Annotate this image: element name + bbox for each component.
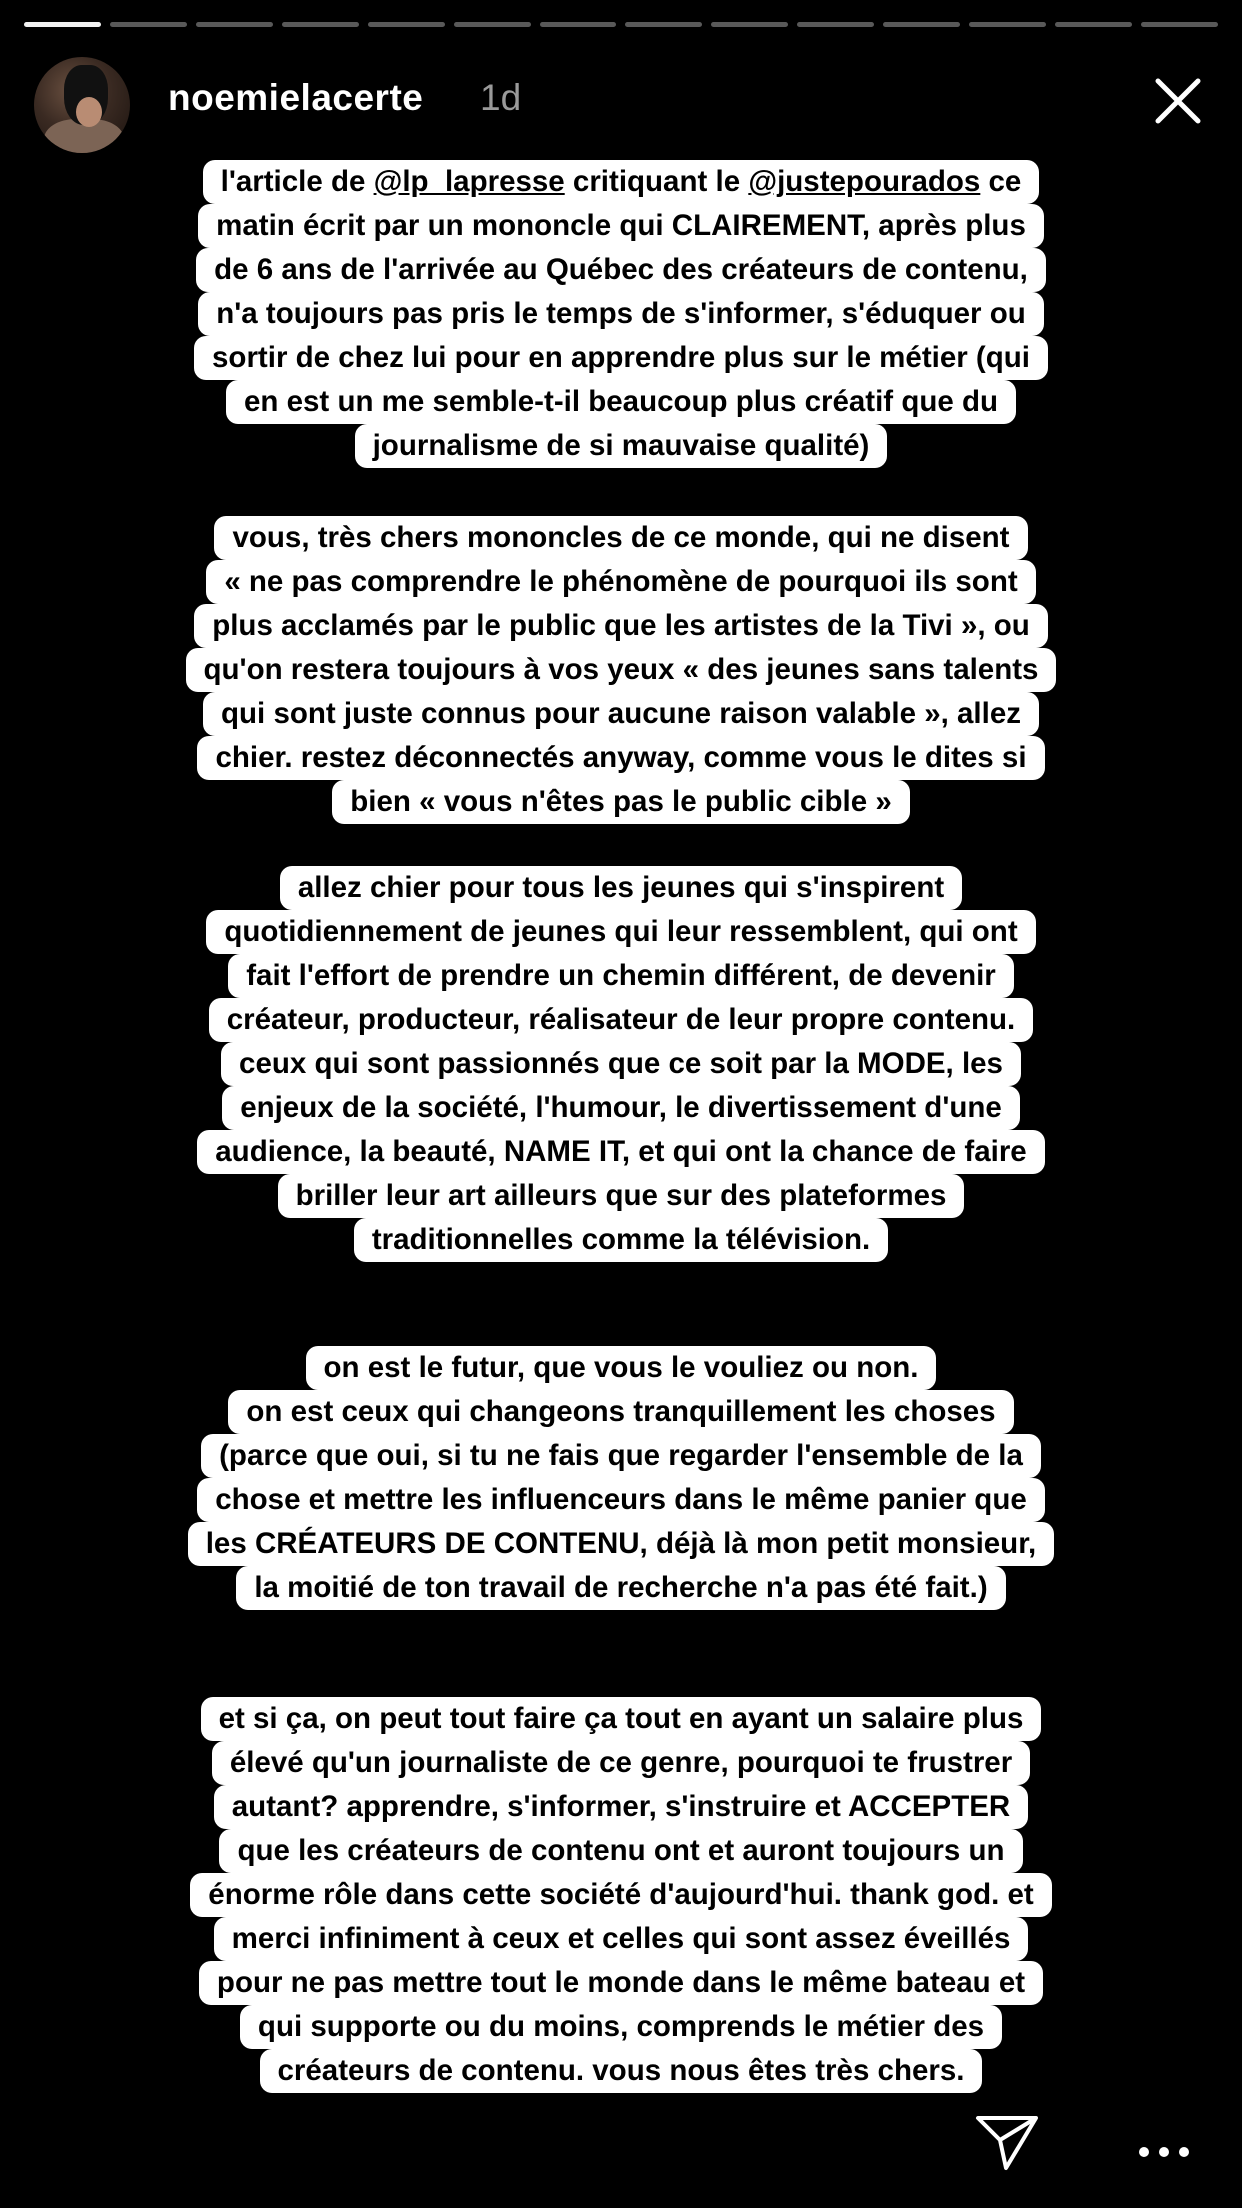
username[interactable]: noemielacerte xyxy=(168,77,424,118)
text-line: allez chier pour tous les jeunes qui s'inspirent xyxy=(280,866,962,910)
text-line: on est le futur, que vous le vouliez ou non. xyxy=(306,1346,937,1390)
text-block-5 xyxy=(0,1697,1242,2093)
text-line: ceux qui sont passionnés que ce soit par la MODE, les xyxy=(221,1042,1021,1086)
text-line: qu'on restera toujours à vos yeux « des jeunes sans talents xyxy=(186,648,1057,692)
progress-segment xyxy=(454,22,531,27)
text-line: chose et mettre les influenceurs dans le même panier que xyxy=(197,1478,1045,1522)
close-icon[interactable] xyxy=(1148,71,1208,131)
text-line: traditionnelles comme la télévision. xyxy=(354,1218,888,1262)
text-line: créateurs de contenu. vous nous êtes très chers. xyxy=(260,2049,983,2093)
text-line: énorme rôle dans cette société d'aujourd'hui. thank god. et xyxy=(190,1873,1051,1917)
text-line: élevé qu'un journaliste de ce genre, pourquoi te frustrer xyxy=(212,1741,1030,1785)
mention-link[interactable]: @lp_lapresse xyxy=(373,165,565,198)
text-line: quotidiennement de jeunes qui leur ressemblent, qui ont xyxy=(206,910,1035,954)
text-line: « ne pas comprendre le phénomène de pourquoi ils sont xyxy=(206,560,1035,604)
text-line: chier. restez déconnectés anyway, comme vous le dites si xyxy=(197,736,1044,780)
progress-segment xyxy=(1141,22,1218,27)
text-line: de 6 ans de l'arrivée au Québec des créateurs de contenu, xyxy=(196,248,1046,292)
text-line: la moitié de ton travail de recherche n'a pas été fait.) xyxy=(236,1566,1005,1610)
story-footer xyxy=(0,2098,1202,2178)
progress-segment xyxy=(110,22,187,27)
text-line: qui supporte ou du moins, comprends le métier des xyxy=(240,2005,1002,2049)
text-line: journalisme de si mauvaise qualité) xyxy=(355,424,888,468)
text-line: matin écrit par un mononcle qui CLAIREMENT, après plus xyxy=(198,204,1044,248)
progress-segment xyxy=(711,22,788,27)
progress-segment xyxy=(24,22,101,27)
text-line: (parce que oui, si tu ne fais que regarder l'ensemble de la xyxy=(201,1434,1041,1478)
story-header xyxy=(34,55,1212,151)
text-line: autant? apprendre, s'informer, s'instruire et ACCEPTER xyxy=(214,1785,1028,1829)
text-line: vous, très chers mononcles de ce monde, qui ne disent xyxy=(214,516,1027,560)
text-block-2 xyxy=(0,516,1242,824)
text-line: l'article de @lp_lapresse critiquant le @justepourados ce xyxy=(203,160,1040,204)
text-block-4 xyxy=(0,1346,1242,1610)
story-progress xyxy=(24,22,1218,28)
progress-segment xyxy=(368,22,445,27)
progress-segment xyxy=(196,22,273,27)
progress-segment xyxy=(282,22,359,27)
story-time: 1d xyxy=(480,77,522,118)
text-block-3 xyxy=(0,866,1242,1262)
text-line: en est un me semble-t-il beaucoup plus créatif que du xyxy=(226,380,1016,424)
mention-link[interactable]: @justepourados xyxy=(748,165,981,198)
progress-segment xyxy=(625,22,702,27)
text-line: plus acclamés par le public que les artistes de la Tivi », ou xyxy=(194,604,1048,648)
text-line: pour ne pas mettre tout le monde dans le même bateau et xyxy=(199,1961,1043,2005)
more-icon[interactable] xyxy=(1134,2142,1194,2162)
text-line: qui sont juste connus pour aucune raison valable », allez xyxy=(203,692,1039,736)
progress-segment xyxy=(969,22,1046,27)
text-line: n'a toujours pas pris le temps de s'informer, s'éduquer ou xyxy=(198,292,1044,336)
text-line: merci infiniment à ceux et celles qui sont assez éveillés xyxy=(214,1917,1029,1961)
text-line: que les créateurs de contenu ont et auront toujours un xyxy=(219,1829,1022,1873)
text-line: audience, la beauté, NAME IT, et qui ont la chance de faire xyxy=(197,1130,1044,1174)
progress-segment xyxy=(1055,22,1132,27)
text-line: on est ceux qui changeons tranquillement les choses xyxy=(228,1390,1013,1434)
text-line: enjeux de la société, l'humour, le divertissement d'une xyxy=(222,1086,1020,1130)
text-line: les CRÉATEURS DE CONTENU, déjà là mon petit monsieur, xyxy=(188,1522,1055,1566)
progress-segment xyxy=(540,22,617,27)
text-line: briller leur art ailleurs que sur des plateformes xyxy=(278,1174,965,1218)
avatar[interactable] xyxy=(34,57,130,153)
progress-segment xyxy=(883,22,960,27)
text-line: sortir de chez lui pour en apprendre plus sur le métier (qui xyxy=(194,336,1048,380)
progress-segment xyxy=(797,22,874,27)
text-line: et si ça, on peut tout faire ça tout en ayant un salaire plus xyxy=(201,1697,1042,1741)
text-block-1 xyxy=(0,160,1242,468)
text-line: fait l'effort de prendre un chemin différent, de devenir xyxy=(228,954,1014,998)
text-line: créateur, producteur, réalisateur de leur propre contenu. xyxy=(209,998,1034,1042)
send-icon[interactable] xyxy=(972,2104,1042,2174)
text-line: bien « vous n'êtes pas le public cible » xyxy=(332,780,909,824)
